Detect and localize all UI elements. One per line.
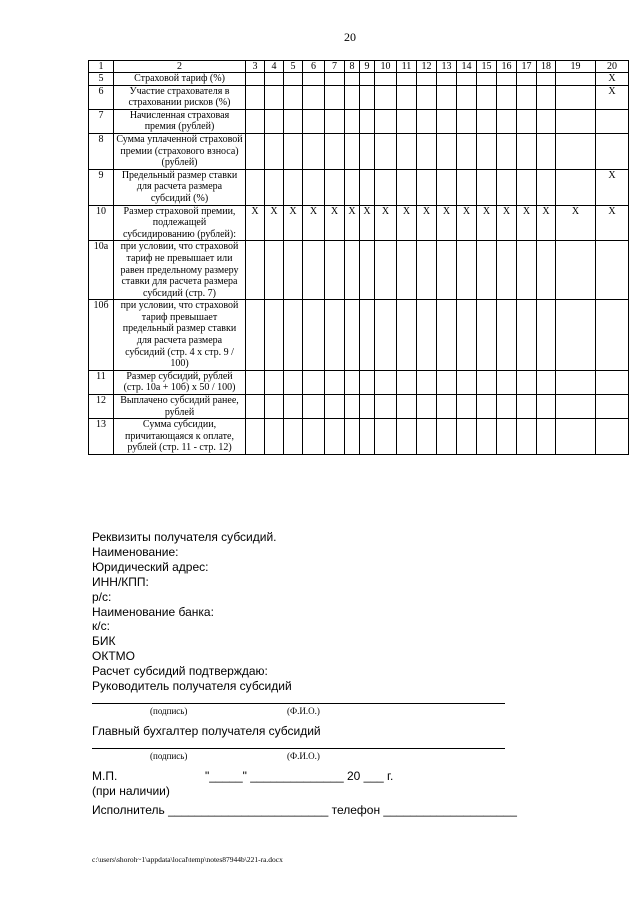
data-cell: [303, 395, 325, 419]
row-label: Сумма субсидии, причитающаяся к оплате, рублей (стр. 11 - стр. 12): [114, 419, 246, 455]
data-cell: [517, 300, 537, 371]
header-cell: 8: [345, 61, 360, 73]
data-cell: X: [437, 205, 457, 241]
data-cell: [556, 241, 596, 300]
data-cell: [303, 370, 325, 394]
data-cell: [325, 395, 345, 419]
data-cell: X: [497, 205, 517, 241]
row-label: Страховой тариф (%): [114, 73, 246, 86]
data-cell: [284, 109, 303, 133]
row-label: Предельный размер ставки для расчета размера субсидий (%): [114, 169, 246, 205]
data-cell: [517, 169, 537, 205]
data-cell: [537, 169, 556, 205]
data-cell: [556, 419, 596, 455]
data-cell: [457, 85, 477, 109]
header-cell: 13: [437, 61, 457, 73]
data-cell: [437, 370, 457, 394]
data-cell: [303, 241, 325, 300]
data-cell: [497, 133, 517, 169]
data-cell: [437, 109, 457, 133]
data-cell: [265, 395, 284, 419]
accountant-fio-caption: (Ф.И.О.): [287, 751, 320, 761]
subsidy-calculation-table: [88, 60, 629, 455]
data-cell: [360, 169, 375, 205]
row-label: Выплачено субсидий ранее, рублей: [114, 395, 246, 419]
data-cell: [596, 241, 629, 300]
settlement-account-label: р/с:: [92, 589, 112, 604]
data-cell: [397, 73, 417, 86]
data-cell: [537, 395, 556, 419]
table-row: [89, 169, 629, 205]
row-label: при условии, что страховой тариф превышает предельный размер ставки для расчета размера субсидий (стр. 4 x стр. 9 / 100): [114, 300, 246, 371]
correspondent-account-label: к/с:: [92, 619, 110, 634]
table-row: [89, 241, 629, 300]
data-cell: [497, 85, 517, 109]
data-cell: [437, 133, 457, 169]
table-row: [89, 85, 629, 109]
data-cell: [477, 241, 497, 300]
data-cell: [457, 419, 477, 455]
data-cell: [303, 73, 325, 86]
data-cell: [517, 419, 537, 455]
data-cell: [517, 370, 537, 394]
data-cell: [596, 133, 629, 169]
header-cell: 1: [89, 61, 114, 73]
data-cell: [246, 73, 265, 86]
data-cell: X: [517, 205, 537, 241]
data-cell: [303, 300, 325, 371]
row-number: 7: [89, 109, 114, 133]
table-body: [89, 61, 629, 455]
data-cell: [596, 300, 629, 371]
data-cell: [437, 241, 457, 300]
header-cell: 3: [246, 61, 265, 73]
bik-label: БИК: [92, 634, 116, 649]
header-cell: 17: [517, 61, 537, 73]
data-cell: [284, 419, 303, 455]
data-cell: [517, 85, 537, 109]
data-cell: [497, 241, 517, 300]
data-cell: [325, 85, 345, 109]
data-cell: [246, 241, 265, 300]
data-cell: [517, 395, 537, 419]
data-cell: [417, 370, 437, 394]
header-cell: 15: [477, 61, 497, 73]
data-cell: [375, 133, 397, 169]
data-cell: [537, 109, 556, 133]
data-cell: [303, 85, 325, 109]
data-cell: [246, 419, 265, 455]
data-cell: X: [360, 205, 375, 241]
data-cell: X: [284, 205, 303, 241]
data-cell: [537, 370, 556, 394]
data-cell: X: [397, 205, 417, 241]
data-cell: [537, 419, 556, 455]
data-cell: [537, 300, 556, 371]
data-cell: [457, 300, 477, 371]
data-cell: [497, 300, 517, 371]
header-cell: 20: [596, 61, 629, 73]
data-cell: [360, 241, 375, 300]
data-cell: [360, 395, 375, 419]
data-cell: [517, 109, 537, 133]
header-cell: 6: [303, 61, 325, 73]
data-cell: [345, 370, 360, 394]
data-cell: [556, 370, 596, 394]
data-cell: [397, 300, 417, 371]
table-header-row: [89, 61, 629, 73]
data-cell: [497, 370, 517, 394]
data-cell: [497, 73, 517, 86]
data-cell: [477, 133, 497, 169]
data-cell: [345, 169, 360, 205]
data-cell: [417, 133, 437, 169]
header-cell: 5: [284, 61, 303, 73]
data-cell: [375, 241, 397, 300]
data-cell: [360, 109, 375, 133]
data-cell: [417, 419, 437, 455]
data-cell: [246, 109, 265, 133]
data-cell: [537, 85, 556, 109]
data-cell: X: [537, 205, 556, 241]
data-cell: [246, 370, 265, 394]
row-number: 10а: [89, 241, 114, 300]
data-cell: [325, 109, 345, 133]
data-cell: [284, 370, 303, 394]
executor-line: Исполнитель ________________________ телефон ____________________: [92, 803, 517, 817]
row-number: 9: [89, 169, 114, 205]
header-cell: 19: [556, 61, 596, 73]
header-cell: 16: [497, 61, 517, 73]
data-cell: [325, 241, 345, 300]
header-cell: 11: [397, 61, 417, 73]
table-row: [89, 205, 629, 241]
legal-address-label: Юридический адрес:: [92, 559, 209, 574]
accountant-signature-line: [92, 748, 505, 749]
data-cell: [556, 300, 596, 371]
data-cell: [246, 133, 265, 169]
data-cell: [556, 85, 596, 109]
table-row: [89, 370, 629, 394]
data-cell: [303, 169, 325, 205]
data-cell: [477, 85, 497, 109]
data-cell: [284, 300, 303, 371]
data-cell: [397, 169, 417, 205]
data-cell: [325, 300, 345, 371]
data-cell: [497, 419, 517, 455]
data-cell: X: [246, 205, 265, 241]
data-cell: [417, 395, 437, 419]
data-cell: X: [596, 169, 629, 205]
data-cell: [457, 395, 477, 419]
header-cell: 4: [265, 61, 284, 73]
table-row: [89, 300, 629, 371]
data-cell: X: [596, 205, 629, 241]
data-cell: [303, 419, 325, 455]
data-cell: [537, 73, 556, 86]
row-number: 11: [89, 370, 114, 394]
data-cell: [265, 73, 284, 86]
data-cell: [556, 169, 596, 205]
data-cell: [397, 133, 417, 169]
row-number: 5: [89, 73, 114, 86]
data-cell: [265, 133, 284, 169]
data-cell: X: [596, 73, 629, 86]
header-cell: 18: [537, 61, 556, 73]
data-cell: [246, 85, 265, 109]
header-cell: 7: [325, 61, 345, 73]
table-row: [89, 133, 629, 169]
data-cell: [360, 370, 375, 394]
confirm-label: Расчет субсидий подтверждаю:: [92, 664, 268, 679]
data-cell: [596, 109, 629, 133]
oktmo-label: ОКТМО: [92, 649, 135, 664]
data-cell: [437, 300, 457, 371]
data-cell: [457, 241, 477, 300]
row-number: 12: [89, 395, 114, 419]
data-cell: [397, 370, 417, 394]
data-cell: [284, 73, 303, 86]
data-cell: [596, 395, 629, 419]
data-cell: [517, 241, 537, 300]
data-cell: [246, 395, 265, 419]
row-label: Сумма уплаченной страховой премии (страхового взноса) (рублей): [114, 133, 246, 169]
data-cell: [556, 395, 596, 419]
data-cell: [417, 241, 437, 300]
data-cell: [556, 133, 596, 169]
if-available-label: (при наличии): [92, 784, 170, 798]
table-row: [89, 73, 629, 86]
data-cell: [345, 109, 360, 133]
data-cell: [437, 169, 457, 205]
data-cell: [303, 109, 325, 133]
data-cell: [397, 241, 417, 300]
data-cell: [284, 241, 303, 300]
data-cell: [596, 419, 629, 455]
data-cell: [265, 419, 284, 455]
data-cell: [345, 85, 360, 109]
data-cell: [417, 73, 437, 86]
header-cell: 2: [114, 61, 246, 73]
row-label: Размер страховой премии, подлежащей субсидированию (рублей):: [114, 205, 246, 241]
row-number: 13: [89, 419, 114, 455]
head-signature-line: [92, 703, 505, 704]
data-cell: [537, 133, 556, 169]
row-number: 10: [89, 205, 114, 241]
data-cell: [457, 169, 477, 205]
data-cell: X: [457, 205, 477, 241]
data-cell: [375, 109, 397, 133]
recipient-requisites: [92, 530, 292, 694]
data-cell: [497, 109, 517, 133]
data-cell: [325, 73, 345, 86]
requisites-title: Реквизиты получателя субсидий.: [92, 530, 277, 544]
header-cell: 12: [417, 61, 437, 73]
bank-name-label: Наименование банка:: [92, 604, 214, 619]
data-cell: [417, 109, 437, 133]
data-cell: [556, 109, 596, 133]
data-cell: X: [556, 205, 596, 241]
page-number: 20: [344, 30, 356, 44]
data-cell: [265, 370, 284, 394]
data-cell: [457, 133, 477, 169]
data-cell: [265, 169, 284, 205]
data-cell: [345, 73, 360, 86]
data-cell: [437, 73, 457, 86]
data-cell: [497, 169, 517, 205]
head-fio-caption: (Ф.И.О.): [287, 706, 320, 716]
data-cell: [477, 73, 497, 86]
data-cell: [397, 109, 417, 133]
data-cell: [457, 109, 477, 133]
data-cell: [477, 419, 497, 455]
data-cell: [477, 370, 497, 394]
data-cell: [284, 133, 303, 169]
data-cell: [345, 419, 360, 455]
data-cell: [556, 73, 596, 86]
data-cell: [265, 241, 284, 300]
data-cell: [596, 370, 629, 394]
data-cell: [517, 133, 537, 169]
row-number: 6: [89, 85, 114, 109]
header-cell: 14: [457, 61, 477, 73]
data-cell: [397, 419, 417, 455]
data-cell: [345, 133, 360, 169]
data-cell: [457, 370, 477, 394]
data-cell: [477, 169, 497, 205]
data-cell: [497, 395, 517, 419]
data-cell: [477, 300, 497, 371]
data-cell: [360, 73, 375, 86]
row-number: 10б: [89, 300, 114, 371]
data-cell: [477, 109, 497, 133]
row-label: Участие страхователя в страховании рисков (%): [114, 85, 246, 109]
data-cell: [397, 85, 417, 109]
data-cell: [375, 169, 397, 205]
data-cell: [345, 395, 360, 419]
data-cell: [417, 300, 437, 371]
data-cell: [325, 133, 345, 169]
data-cell: [325, 370, 345, 394]
data-cell: [360, 300, 375, 371]
table-row: [89, 395, 629, 419]
data-cell: [477, 395, 497, 419]
head-signature-caption: (подпись): [150, 706, 188, 716]
data-cell: [417, 169, 437, 205]
data-cell: X: [596, 85, 629, 109]
row-label: Начисленная страховая премия (рублей): [114, 109, 246, 133]
data-cell: [375, 73, 397, 86]
data-cell: X: [345, 205, 360, 241]
data-cell: [246, 169, 265, 205]
inn-kpp-label: ИНН/КПП:: [92, 574, 149, 589]
header-cell: 10: [375, 61, 397, 73]
data-cell: [375, 370, 397, 394]
data-cell: [360, 85, 375, 109]
data-cell: [360, 419, 375, 455]
data-cell: [325, 169, 345, 205]
data-cell: [360, 133, 375, 169]
table-row: [89, 109, 629, 133]
data-cell: [246, 300, 265, 371]
data-cell: [375, 395, 397, 419]
data-cell: [284, 395, 303, 419]
head-of-recipient-label: Руководитель получателя субсидий: [92, 679, 292, 694]
data-cell: [284, 85, 303, 109]
data-cell: X: [303, 205, 325, 241]
data-cell: [303, 133, 325, 169]
data-cell: X: [375, 205, 397, 241]
data-cell: [437, 419, 457, 455]
accountant-signature-caption: (подпись): [150, 751, 188, 761]
data-cell: [417, 85, 437, 109]
date-line: "_____" ______________ 20 ___ г.: [205, 769, 394, 783]
data-cell: X: [265, 205, 284, 241]
data-cell: [437, 395, 457, 419]
data-cell: [265, 109, 284, 133]
table-row: [89, 419, 629, 455]
data-cell: [537, 241, 556, 300]
data-cell: [345, 241, 360, 300]
stamp-label: М.П.: [92, 769, 118, 783]
data-cell: [265, 300, 284, 371]
row-number: 8: [89, 133, 114, 169]
data-cell: [457, 73, 477, 86]
data-cell: [517, 73, 537, 86]
data-cell: [397, 395, 417, 419]
data-cell: [375, 300, 397, 371]
name-field-label: Наименование:: [92, 544, 179, 559]
data-cell: [375, 419, 397, 455]
data-cell: X: [477, 205, 497, 241]
data-cell: X: [325, 205, 345, 241]
data-cell: X: [417, 205, 437, 241]
data-cell: [284, 169, 303, 205]
data-cell: [437, 85, 457, 109]
header-cell: 9: [360, 61, 375, 73]
chief-accountant-label: Главный бухгалтер получателя субсидий: [92, 724, 321, 738]
row-label: при условии, что страховой тариф не превышает или равен предельному размеру ставки для расчета размера субсидий (стр. 7): [114, 241, 246, 300]
row-label: Размер субсидий, рублей (стр. 10а + 10б) x 50 / 100): [114, 370, 246, 394]
data-cell: [375, 85, 397, 109]
data-cell: [325, 419, 345, 455]
file-path-footer: c:\users\shoroh~1\appdata\local\temp\notes87944b\221-ra.docx: [92, 855, 283, 864]
data-cell: [345, 300, 360, 371]
data-cell: [265, 85, 284, 109]
